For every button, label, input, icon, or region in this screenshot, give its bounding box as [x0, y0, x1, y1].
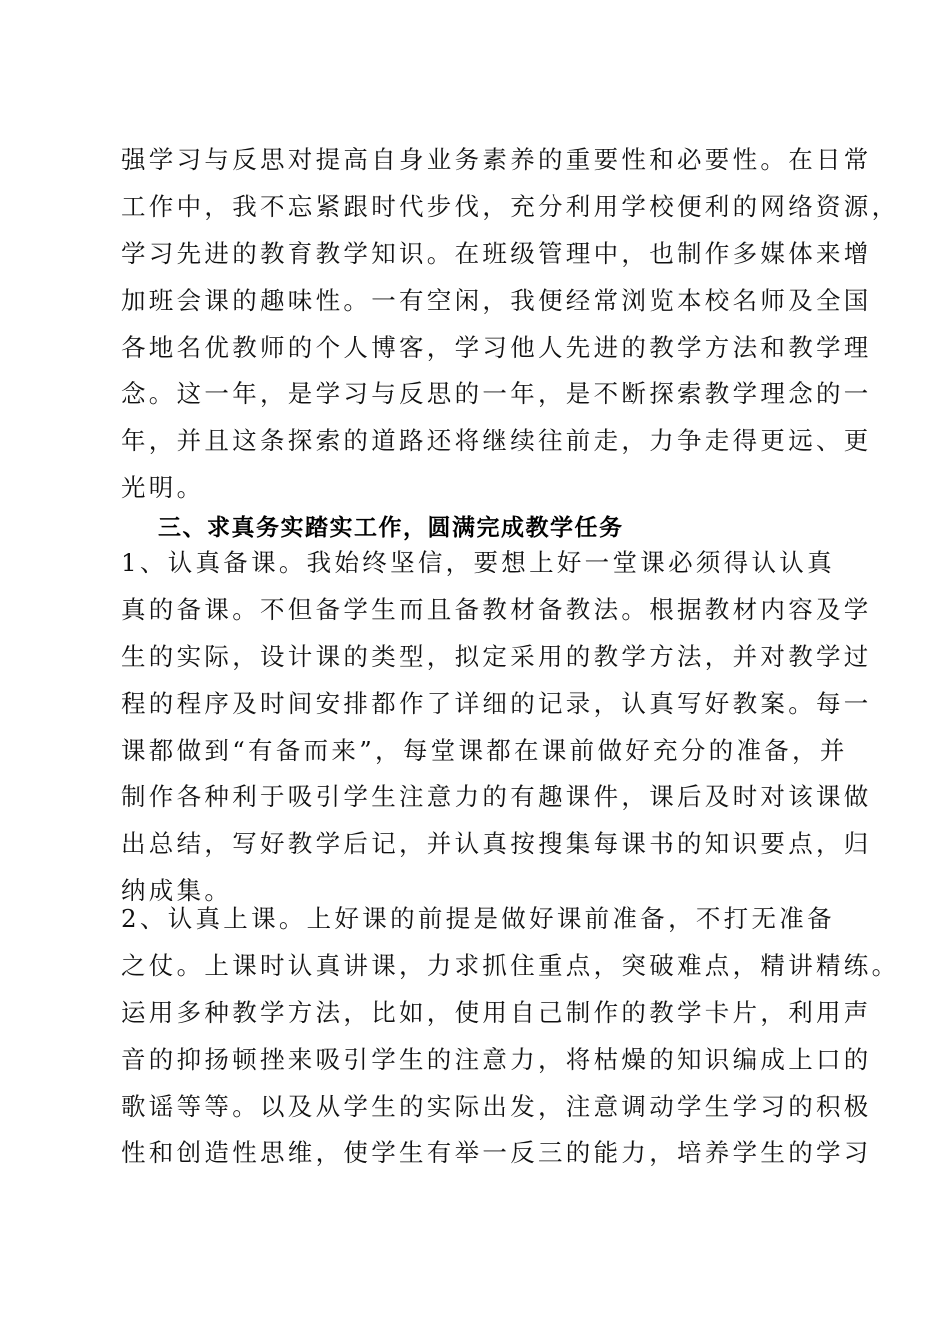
text-line: 歌谣等等。以及从学生的实际出发，注意调动学生学习的积极 — [121, 1091, 872, 1121]
paragraph-lesson-preparation — [121, 540, 872, 915]
text-line: 工作中，我不忘紧跟时代步伐，充分利用学校便利的网络资源， — [121, 191, 900, 221]
paragraph-lesson-teaching — [121, 896, 900, 1177]
text-line: 加班会课的趣味性。一有空闲，我便经常浏览本校名师及全国 — [121, 285, 872, 315]
text-line: 念。这一年，是学习与反思的一年，是不断探索教学理念的一 — [121, 379, 872, 409]
text-line: 强学习与反思对提高自身业务素养的重要性和必要性。在日常 — [121, 145, 872, 174]
text-line: 纳成集。 — [121, 876, 233, 906]
text-line: 光明。 — [121, 473, 205, 503]
text-line: 2、认真上课。上好课的前提是做好课前准备，不打无准备 — [121, 904, 835, 933]
text-line: 运用多种教学方法，比如，使用自己制作的教学卡片，利用声 — [121, 997, 872, 1027]
text-line: 出总结，写好教学后记，并认真按搜集每课书的知识要点，归 — [121, 829, 872, 859]
text-line: 生的实际，设计课的类型，拟定采用的教学方法，并对教学过 — [121, 641, 872, 671]
text-line: 各地名优教师的个人博客，学习他人先进的教学方法和教学理 — [121, 332, 872, 362]
text-line: 年，并且这条探索的道路还将继续往前走，力争走得更远、更 — [121, 426, 872, 456]
text-line: 课都做到“有备而来”，每堂课都在课前做好充分的准备，并 — [121, 735, 848, 765]
text-line: 1、认真备课。我始终坚信，要想上好一堂课必须得认认真 — [121, 548, 835, 577]
text-line: 之仗。上课时认真讲课，力求抓住重点，突破难点，精讲精练。 — [121, 950, 900, 980]
paragraph-continued — [121, 137, 900, 512]
text-line: 性和创造性思维，使学生有举一反三的能力，培养学生的学习 — [121, 1138, 872, 1168]
text-line: 程的程序及时间安排都作了详细的记录，认真写好教案。每一 — [121, 688, 872, 718]
text-line: 制作各种利于吸引学生注意力的有趣课件，课后及时对该课做 — [121, 782, 872, 812]
text-line: 音的抑扬顿挫来吸引学生的注意力，将枯燥的知识编成上口的 — [121, 1044, 872, 1074]
text-line: 学习先进的教育教学知识。在班级管理中，也制作多媒体来增 — [121, 238, 872, 268]
section-heading: 三、求真务实踏实工作，圆满完成教学任务 — [158, 515, 624, 541]
text-line: 真的备课。不但备学生而且备教材备教法。根据教材内容及学 — [121, 594, 872, 624]
